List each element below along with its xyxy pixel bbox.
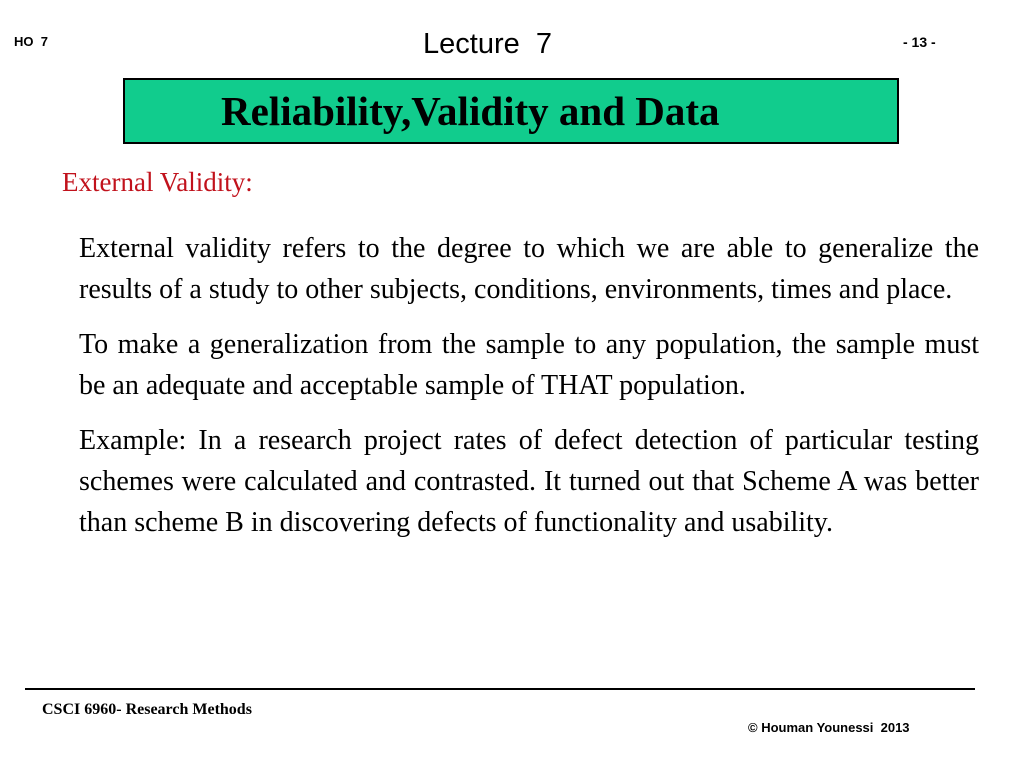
body-text	[79, 228, 979, 557]
paragraph-definition: External validity refers to the degree to which we are able to generalize the results of a study to other subjects, conditions, environments, times and place.	[79, 233, 979, 305]
copyright-label: © Houman Younessi 2013	[748, 720, 910, 735]
page-number: - 13 -	[903, 34, 936, 50]
slide-title: Reliability,Validity and Data	[221, 88, 720, 134]
handout-label: HO 7	[14, 34, 48, 49]
paragraph-example: Example: In a research project rates of defect detection of particular testing schemes were calculated and contrasted. It turned out that Scheme A was better than scheme B in discovering defects of functionality and usability.	[79, 425, 979, 538]
course-label: CSCI 6960- Research Methods	[42, 701, 252, 718]
lecture-label: Lecture 7	[423, 28, 552, 60]
footer-divider	[25, 688, 975, 690]
paragraph-generalization: To make a generalization from the sample to any population, the sample must be an adequate and acceptable sample of THAT population.	[79, 329, 979, 401]
title-banner	[123, 78, 899, 144]
section-heading: External Validity:	[62, 167, 253, 197]
